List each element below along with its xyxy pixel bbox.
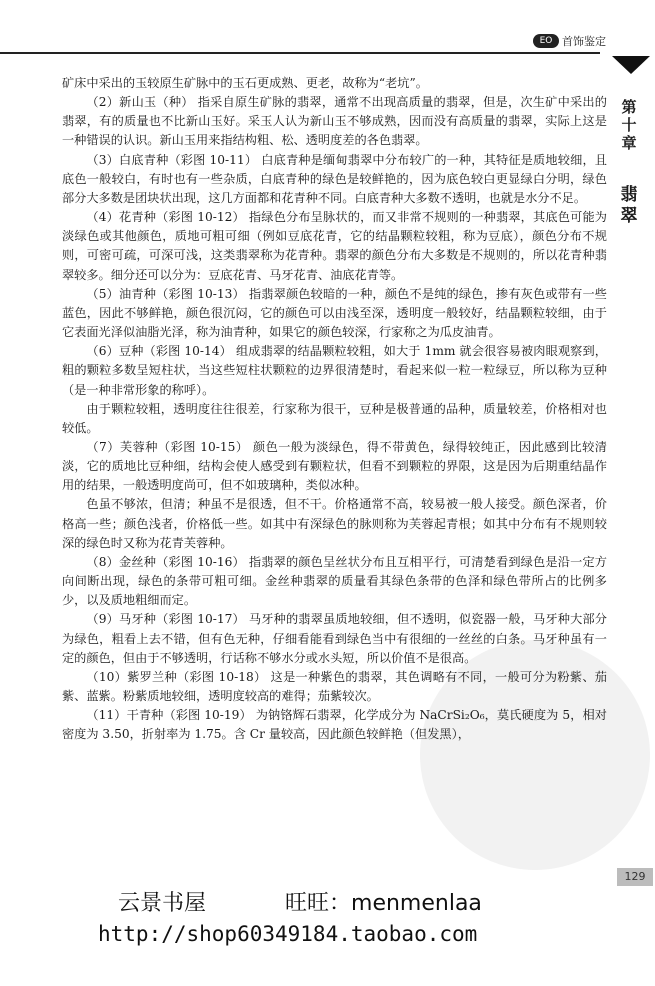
paragraph: （3）白底青种（彩图 10-11） 白底青种是缅甸翡翠中分布较广的一种，其特征是质地较细，且底色一般较白，有时也有一些杂质，白底青种的绿色是较鲜艳的，因为底色较白更显绿白分明，绿色部分大多数是团块状出现，这几方面都和花青种不同。白底青种大多数不透明，也就是水分不足。 xyxy=(62,152,607,205)
header-badge xyxy=(533,33,606,49)
shop-watermark xyxy=(118,886,482,917)
chapter-number xyxy=(616,98,642,152)
header-logo: EO xyxy=(533,34,559,48)
chapter-title-char: 翡 xyxy=(620,185,638,205)
paragraph: （5）油青种（彩图 10-13） 指翡翠颜色较暗的一种，颜色不是纯的绿色，掺有灰色或带有一些蓝色，因此不够鲜艳，颜色很沉闷，它的颜色可以由浅至深，透明度一般较好，结晶颗粒较细，由于它表面光泽似油脂光泽，称为油青种，如果它的颜色较深，行家称之为瓜皮油青。 xyxy=(62,286,607,340)
paragraph: （10）紫罗兰种（彩图 10-18） 这是一种紫色的翡翠，其色调略有不同，一般可分为粉紫、茄紫、蓝紫。粉紫质地较细，透明度较高的难得；茄紫较次。 xyxy=(62,669,607,703)
paragraph: 矿床中采出的玉较原生矿脉中的玉石更成熟、更老，故称为“老坑”。 xyxy=(62,76,428,90)
shop-contact: 旺旺：menmenlaa xyxy=(285,891,482,916)
paragraph: （6）豆种（彩图 10-14） 组成翡翠的结晶颗粒较粗，如大于 1mm 就会很容易被肉眼观察到，粗的颗粒多数呈短柱状，当这些短柱状颗粒的边界很清楚时，看起来似一粒一粒绿豆，所以称为豆种（是一种非常形象的称呼）。 xyxy=(62,344,607,397)
paragraph: （8）金丝种（彩图 10-16） 指翡翠的颜色呈丝状分布且互相平行，可清楚看到绿色是沿一定方向间断出现，绿色的条带可粗可细。金丝种翡翠的质量看其绿色条带的色泽和绿色带所占的比例多少，以及质地粗细而定。 xyxy=(62,554,607,608)
paragraph: （11）干青种（彩图 10-19） 为钠铬辉石翡翠，化学成分为 NaCrSi₂O₆，莫氏硬度为 5，相对密度为 3.50，折射率为 1.75。含 Cr 量较高，因此颜色较鲜艳（但发黑）， xyxy=(62,708,607,742)
shop-url: http://shop60349184.taobao.com xyxy=(98,922,478,946)
page-number: 129 xyxy=(617,868,653,886)
paragraph: （2）新山玉（种） 指采自原生矿脉的翡翠，通常不出现高质量的翡翠，但是，次生矿中采出的翡翠，有的质量也不比新山玉好。采玉人认为新山玉不够成熟，因而没有高质量的翡翠，实际上这是一种错误的认识。新山玉用来指结构粗、松、透明度差的各色翡翠。 xyxy=(62,95,607,148)
header-book-title: 首饰鉴定 xyxy=(562,35,606,48)
chapter-char: 章 xyxy=(621,134,637,152)
header-rule xyxy=(0,52,600,54)
paragraph: （4）花青种（彩图 10-12） 指绿色分布呈脉状的，而又非常不规则的一种翡翠，其底色可能为淡绿色或其他颜色，质地可粗可细（例如豆底花青，它的结晶颗粒较粗，称为豆底），颜色分布不规则，可密可疏，可深可浅，这类翡翠称为花青种。翡翠的颜色分布大多数是不规则的，所以花青种翡翠较多。细分还可以分为：豆底花青、马牙花青、油底花青等。 xyxy=(62,210,607,282)
header-arrow-icon xyxy=(612,56,650,74)
shop-name: 云景书屋 xyxy=(118,891,207,916)
paragraph: （7）芙蓉种（彩图 10-15） 颜色一般为淡绿色，得不带黄色，绿得较纯正，因此感到比较清淡，它的质地比豆种细，结构会使人感受到有颗粒状，但看不到颗粒的界限，这是因为后期重结晶作用的结果，一般透明度尚可，但不如玻璃种，类似冰种。 xyxy=(62,439,607,493)
paragraph: 由于颗粒较粗，透明度往往很差，行家称为很干，豆种是极普通的品种，质量较差，价格相对也较低。 xyxy=(62,401,607,435)
body-text xyxy=(62,74,607,744)
paragraph: （9）马牙种（彩图 10-17） 马牙种的翡翠虽质地较细，但不透明，似瓷器一般，马牙种大部分为绿色，粗看上去不错，但有色无种，仔细看能看到绿色当中有很细的一丝丝的白条。马牙种虽有一定的颜色，但由于不够透明，行话称不够水分或水头短，所以价值不是很高。 xyxy=(62,612,607,665)
chapter-char: 第 xyxy=(621,98,637,116)
chapter-title xyxy=(616,185,642,227)
chapter-title-char: 翠 xyxy=(620,206,638,226)
paragraph: 色虽不够浓，但清；种虽不是很透，但不干。价格通常不高，较易被一般人接受。颜色深者，价格高一些；颜色浅者，价格低一些。如其中有深绿色的脉则称为芙蓉起青根；如其中分布有不规则较深的绿色时又称为花青芙蓉种。 xyxy=(62,497,607,550)
chapter-char: 十 xyxy=(621,116,637,134)
